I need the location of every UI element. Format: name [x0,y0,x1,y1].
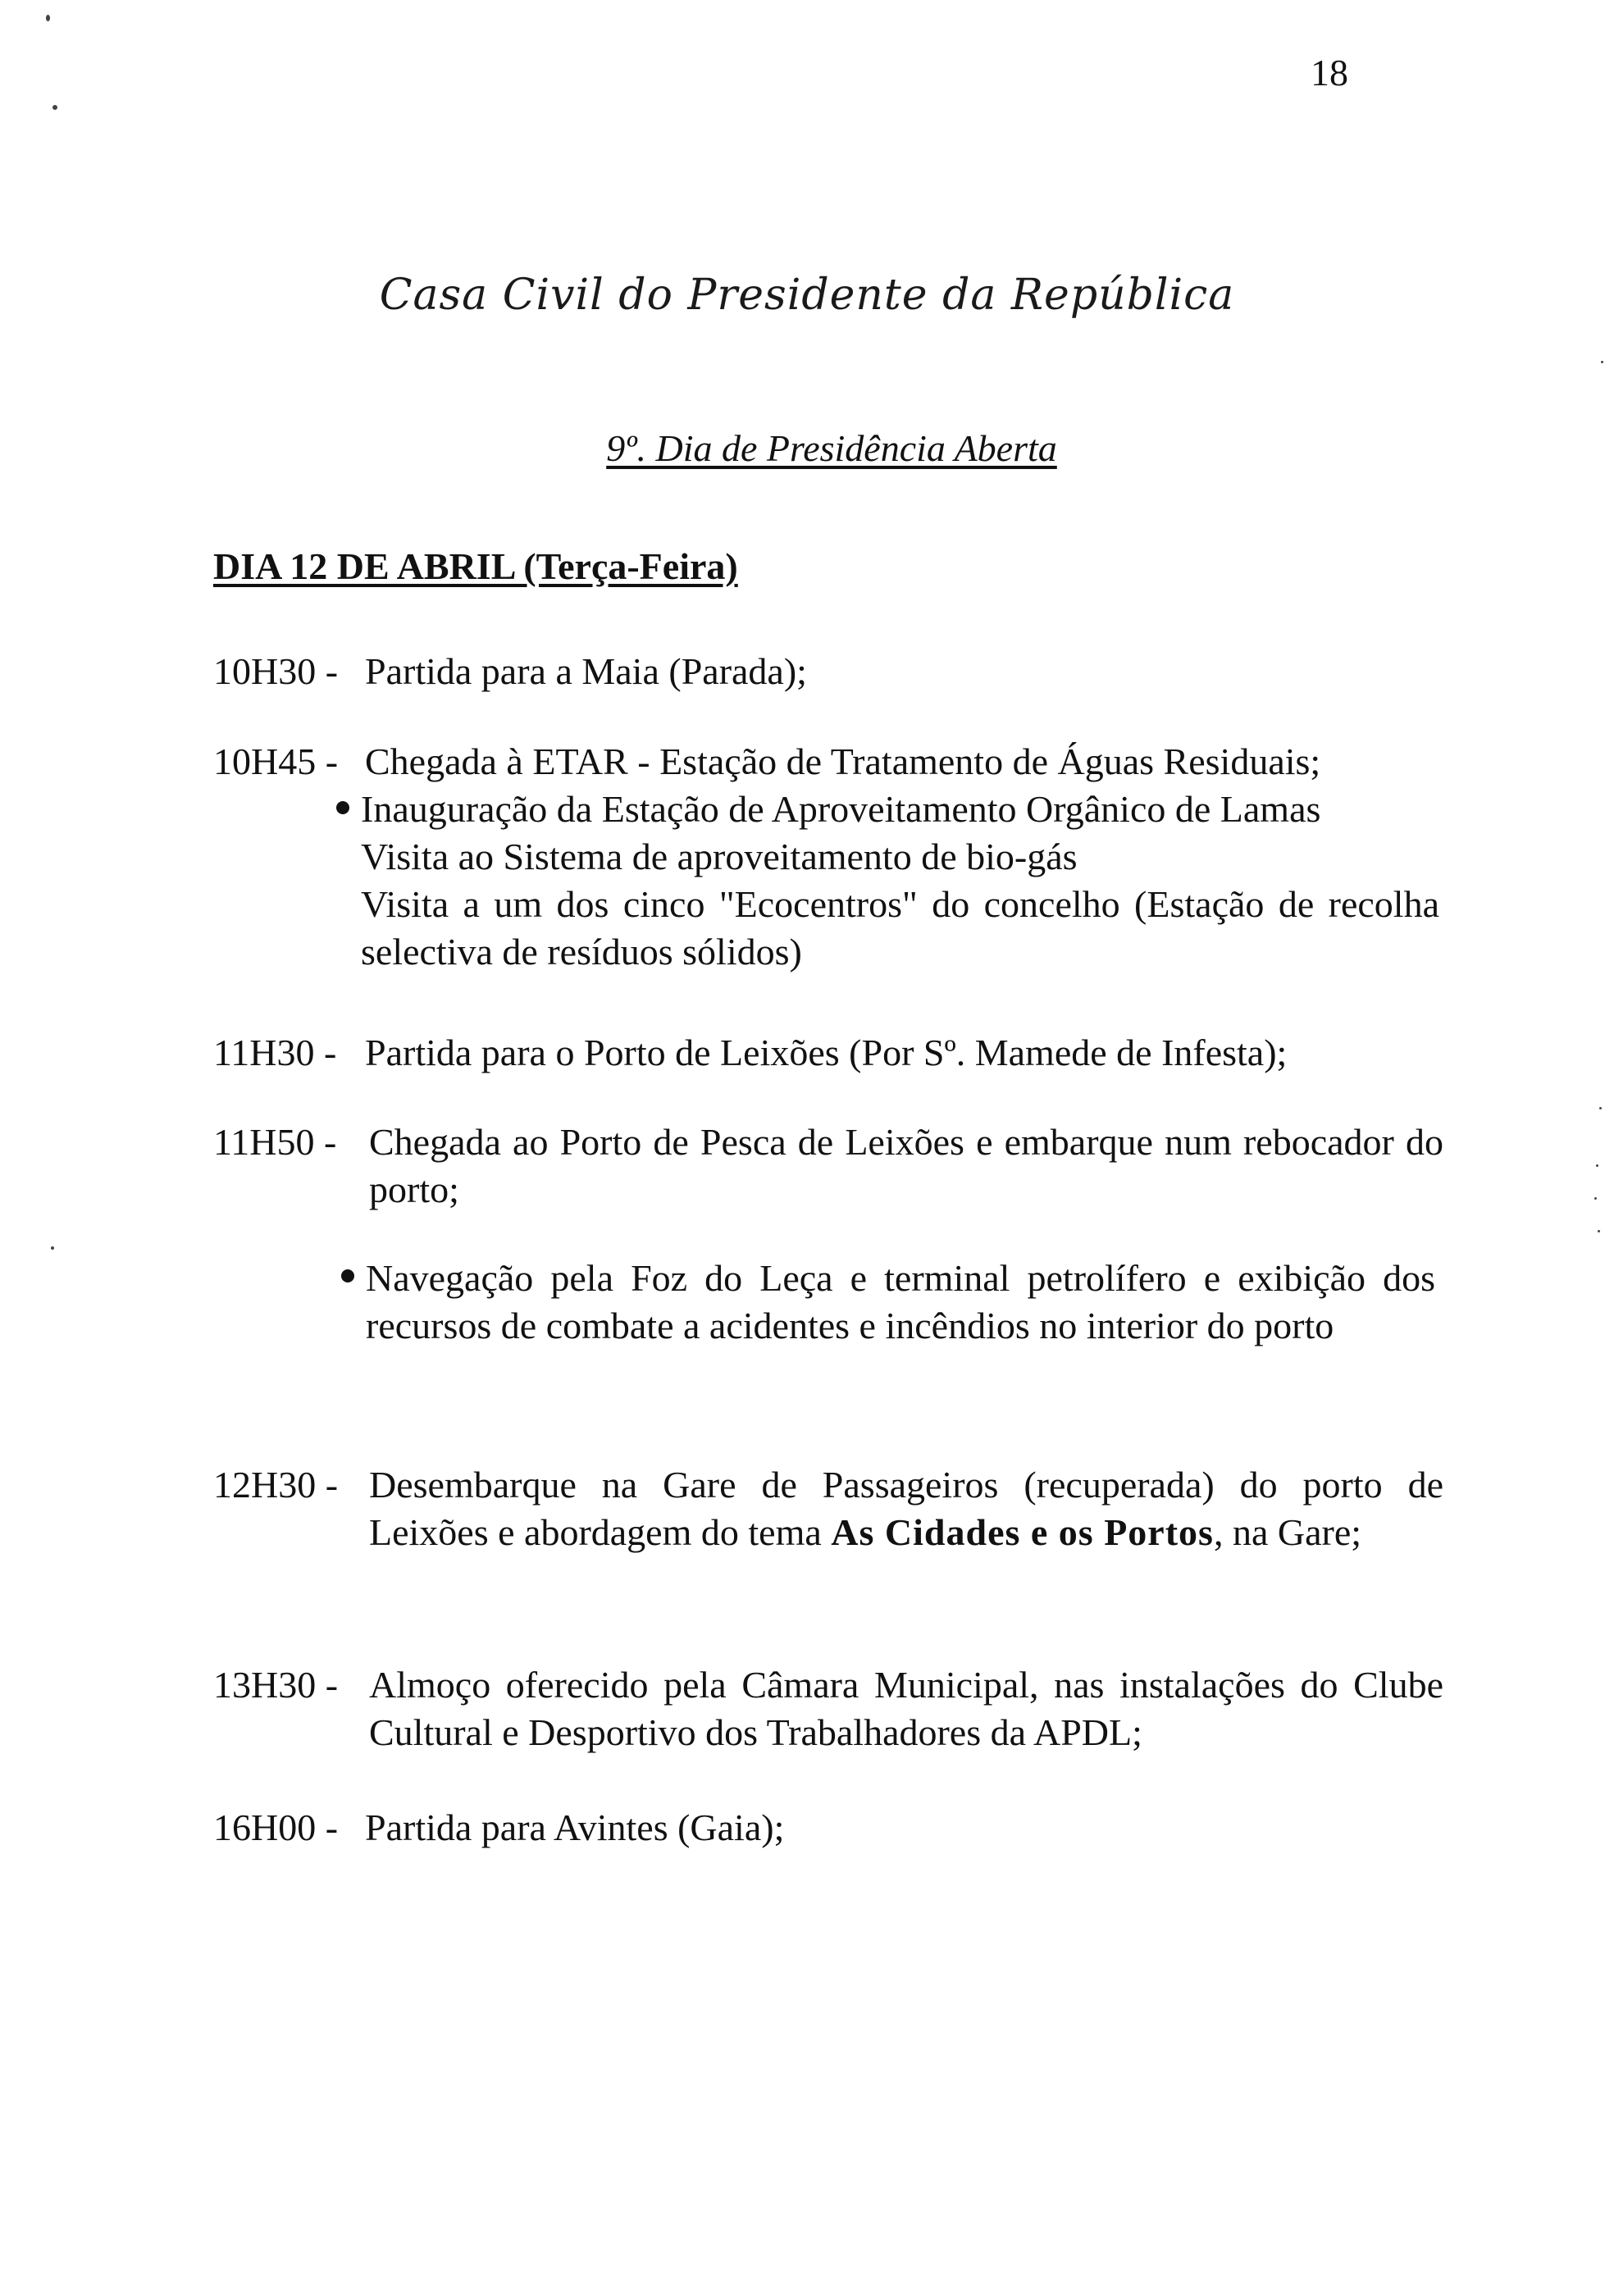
entry-text-part: , na Gare; [1213,1511,1362,1553]
schedule-entry [213,648,1443,697]
entry-text: Partida para o Porto de Leixões (Por Sº. Mamede de Infesta); [365,1032,1288,1073]
sub-item: Visita a um dos cinco "Ecocentros" do concelho (Estação de recolha selectiva de resíduos sólidos) [361,883,1439,973]
entry-text [369,1461,1443,1556]
schedule-entry [213,738,1443,787]
scan-speck [1598,1230,1600,1232]
day-heading: DIA 12 DE ABRIL (Terça-Feira) [213,545,738,587]
schedule-entry [213,1461,1443,1609]
entry-time: 11H50 - [213,1121,337,1163]
scan-speck [1601,361,1603,363]
page-number: 18 [1311,52,1348,93]
sub-item: Inauguração da Estação de Aproveitamento Orgânico de Lamas [361,788,1321,830]
entry-text: Chegada à ETAR - Estação de Tratamento de Águas Residuais; [365,740,1321,782]
scan-speck [1599,1107,1602,1109]
bullet-icon [336,801,349,814]
entry-time: 13H30 - [213,1664,339,1706]
scan-speck [1594,1197,1597,1200]
letterhead: Casa Civil do Presidente da República [379,271,1235,320]
entry-text: Partida para a Maia (Parada); [365,650,807,692]
schedule-entry [213,1029,1443,1078]
entry-time: 10H30 - [213,650,339,692]
entry-text: Partida para Avintes (Gaia); [365,1806,785,1848]
sub-item: Visita ao Sistema de aproveitamento de bio-gás [361,836,1078,877]
scan-speck [52,105,57,110]
entry-time: 10H45 - [213,740,339,782]
page-subtitle: 9º. Dia de Presidência Aberta [606,427,1057,469]
scan-speck [46,15,50,21]
schedule-entry [213,1804,1443,1853]
entry-time: 11H30 - [213,1032,337,1073]
schedule-entry [213,1661,1443,1760]
entry-text: Chegada ao Porto de Pesca de Leixões e embarque num rebocador do porto; [369,1121,1443,1210]
emphasis-text: As Cidades e os Portos [831,1511,1214,1553]
entry-text: Almoço oferecido pela Câmara Municipal, nas instalações do Clube Cultural e Desportivo dos Trabalhadores da APDL; [369,1664,1443,1753]
entry-text-part: Desembarque na Gare de Passageiros (recuperada) do porto de Leixões e abordagem do tema [369,1464,1443,1553]
scan-speck [1596,1164,1598,1167]
schedule-entry [213,1118,1443,1217]
sub-item: Navegação pela Foz do Leça e terminal petrolífero e exibição dos recursos de combate a acidentes e incêndios no interior do porto [366,1257,1435,1346]
bullet-icon [341,1269,354,1282]
entry-time: 12H30 - [213,1464,339,1506]
scan-speck [51,1246,54,1250]
entry-time: 16H00 - [213,1806,339,1848]
